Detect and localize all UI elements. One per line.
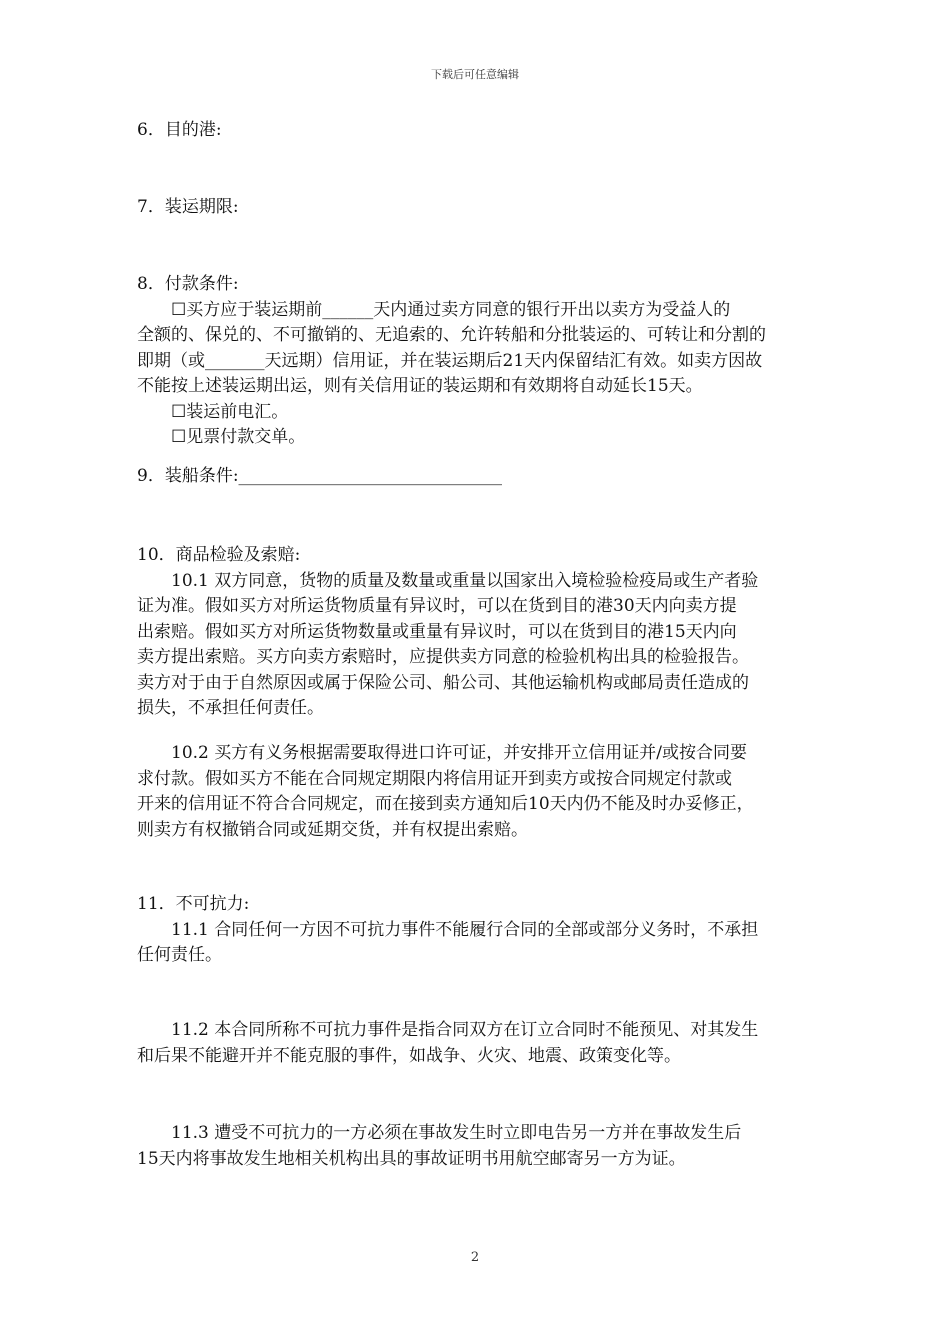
clause-11-3 (137, 1121, 827, 1172)
clause-11-3-line: 15天内将事故发生地相关机构出具的事故证明书用航空邮寄另一方为证。 (137, 1148, 686, 1169)
page-header: 下载后可任意编辑 (431, 68, 519, 81)
clause-10-2-line: 则卖方有权撤销合同或延期交货，并有权提出索赔。 (137, 819, 528, 840)
clause-10-1-line: 卖方提出索赔。买方向卖方索赔时，应提供卖方同意的检验机构出具的检验报告。 (137, 647, 749, 667)
clause-10-2-line: 开来的信用证不符合合同规定，而在接到卖方通知后10天内仍不能及时办妥修正， (137, 794, 754, 814)
section-heading: 6．目的港: (137, 120, 222, 140)
section-8 (137, 272, 827, 451)
section-heading: 7．装运期限: (137, 197, 239, 217)
section-heading: 8．付款条件: (137, 274, 239, 294)
clause-11-2 (137, 1018, 827, 1069)
section-heading: 10．商品检验及索赔: (137, 545, 301, 565)
section-11 (137, 892, 827, 969)
payment-option-lc-line: 全额的、保兑的、不可撤销的、无追索的、允许转船和分批装运的、可转让和分割的 (137, 325, 766, 345)
section-10 (137, 543, 827, 722)
clause-10-1-line: 卖方对于由于自然原因或属于保险公司、船公司、其他运输机构或邮局责任造成的 (137, 672, 749, 693)
clause-11-1-line: 任何责任。 (137, 945, 222, 965)
clause-10-2 (137, 741, 827, 843)
payment-option-lc-line: 即期（或_______天远期）信用证，并在装运期后21天内保留结汇有效。如卖方因故 (137, 350, 763, 371)
payment-option-lc: ☐买方应于装运期前______天内通过卖方同意的银行开出以卖方为受益人的 (171, 299, 731, 320)
clause-10-1-line: 证为准。假如买方对所运货物质量有异议时，可以在货到目的港30天内向卖方提 (137, 596, 737, 616)
page-number: 2 (470, 1250, 480, 1265)
payment-option-dp: ☐见票付款交单。 (171, 427, 306, 447)
section-6 (137, 118, 827, 144)
payment-option-lc-line: 不能按上述装运期出运，则有关信用证的装运期和有效期将自动延长15天。 (137, 376, 703, 396)
clause-11-1-line: 11.1 合同任何一方因不可抗力事件不能履行合同的全部或部分义务时，不承担 (171, 919, 759, 940)
clause-10-1-line: 损失，不承担任何责任。 (137, 698, 324, 718)
section-9 (137, 464, 827, 490)
clause-10-1-line: 10.1 双方同意，货物的质量及数量或重量以国家出入境检验检疫局或生产者验 (171, 570, 759, 591)
clause-11-2-line: 11.2 本合同所称不可抗力事件是指合同双方在订立合同时不能预见、对其发生 (171, 1020, 759, 1040)
section-heading: 11．不可抗力: (137, 894, 250, 914)
clause-11-3-line: 11.3 遭受不可抗力的一方必须在事故发生时立即电告另一方并在事故发生后 (171, 1123, 742, 1143)
clause-11-2-line: 和后果不能避开并不能克服的事件，如战争、火灾、地震、政策变化等。 (137, 1045, 681, 1066)
payment-option-tt: ☐装运前电汇。 (171, 401, 289, 422)
clause-10-2-line: 求付款。假如买方不能在合同规定期限内将信用证开到卖方或按合同规定付款或 (137, 768, 732, 789)
section-heading: 9．装船条件:_______________________________ (137, 466, 503, 486)
clause-10-1-line: 出索赔。假如买方对所运货物数量或重量有异议时，可以在货到目的港15天内向 (137, 621, 737, 642)
section-7 (137, 195, 827, 221)
clause-10-2-line: 10.2 买方有义务根据需要取得进口许可证，并安排开立信用证并/或按合同要 (171, 743, 747, 763)
